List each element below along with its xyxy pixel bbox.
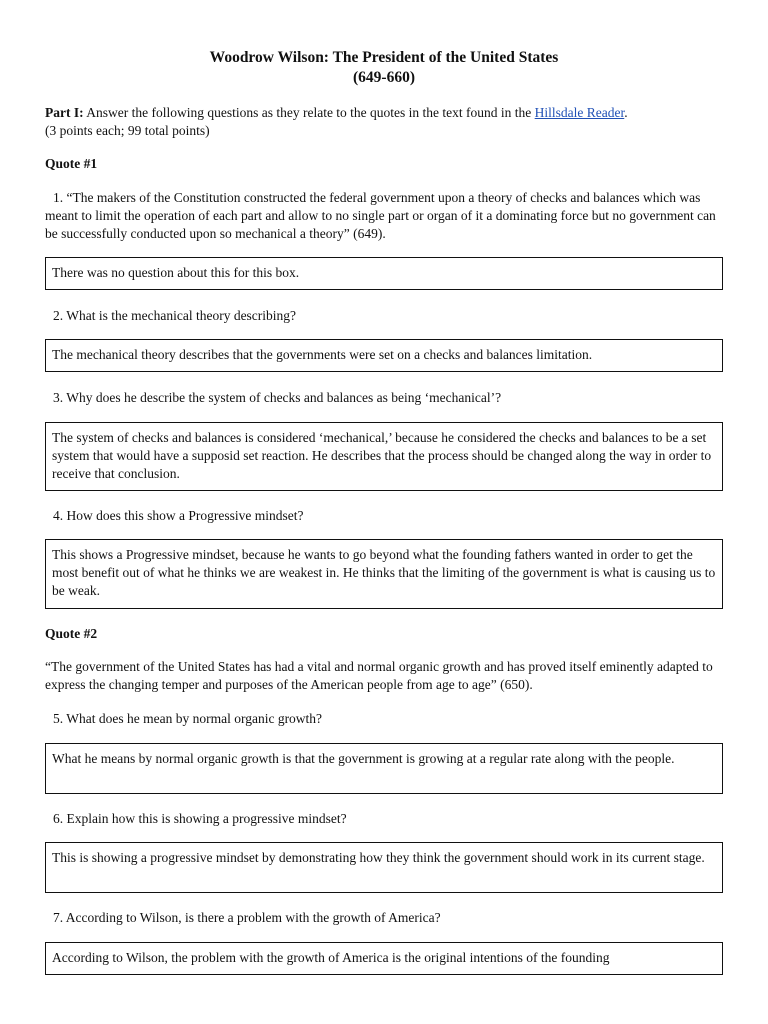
part-intro: Answer the following questions as they relate to the quotes in the text found in the	[83, 105, 535, 120]
answer-box-6[interactable]	[45, 842, 723, 893]
document-subtitle-pages: (649-660)	[353, 69, 415, 86]
answer-2-text: The mechanical theory describes that the governments were set on a checks and balances limitation.	[52, 347, 593, 362]
quote2-text: “The government of the United States has had a vital and normal organic growth and has proved itself eminently adapted to express the changing temper and purposes of the American people from age to age” (650).	[45, 659, 713, 692]
answer-box-2[interactable]	[45, 339, 723, 372]
answer-box-3[interactable]	[45, 422, 723, 491]
answer-7-text: According to Wilson, the problem with the growth of America is the original intentions of the founding	[52, 950, 610, 965]
question-7: 7. According to Wilson, is there a problem with the growth of America?	[53, 910, 441, 925]
part-instructions	[45, 104, 725, 140]
question-2: 2. What is the mechanical theory describing?	[53, 308, 297, 323]
answer-3-text: The system of checks and balances is considered ‘mechanical,’ because he considered the checks and balances to be a set system that would have a supposid set reaction. He describes that the process should be changed along the way in order to receive that conclusion.	[52, 430, 712, 481]
answer-5-text: What he means by normal organic growth is that the government is growing at a regular rate along with the people.	[52, 751, 675, 766]
quote2-heading: Quote #2	[45, 626, 98, 641]
answer-box-7[interactable]	[45, 942, 723, 975]
document-title: Woodrow Wilson: The President of the United States	[209, 49, 559, 66]
question-5: 5. What does he mean by normal organic growth?	[53, 711, 323, 726]
question-3: 3. Why does he describe the system of checks and balances as being ‘mechanical’?	[53, 390, 502, 405]
hillsdale-reader-link[interactable]: Hillsdale Reader	[534, 105, 625, 120]
quote1-heading: Quote #1	[45, 156, 98, 171]
answer-box-5[interactable]	[45, 743, 723, 794]
quote1-text: 1. “The makers of the Constitution constructed the federal government upon a theory of checks and balances which was meant to limit the operation of each part and allow to no single part or organ of it a dominating force but no government can be successfully conducted upon so mechanical a theory” (649).	[45, 190, 716, 241]
question-4: 4. How does this show a Progressive mindset?	[53, 508, 304, 523]
answer-1-text: There was no question about this for this box.	[52, 265, 300, 280]
question-6: 6. Explain how this is showing a progressive mindset?	[53, 811, 347, 826]
answer-6-text: This is showing a progressive mindset by demonstrating how they think the government should work in its current stage.	[52, 850, 705, 865]
answer-4-text: This shows a Progressive mindset, because he wants to go beyond what the founding fathers wanted in order to get the most benefit out of what he thinks we are weakest in. He thinks that the limiting of the government is what is causing us to be weak.	[52, 547, 716, 598]
answer-box-4[interactable]	[45, 539, 723, 609]
part-intro-end: .	[624, 105, 628, 120]
part-label: Part I:	[45, 105, 84, 120]
answer-box-1[interactable]	[45, 257, 723, 290]
points-note: (3 points each; 99 total points)	[45, 123, 210, 138]
